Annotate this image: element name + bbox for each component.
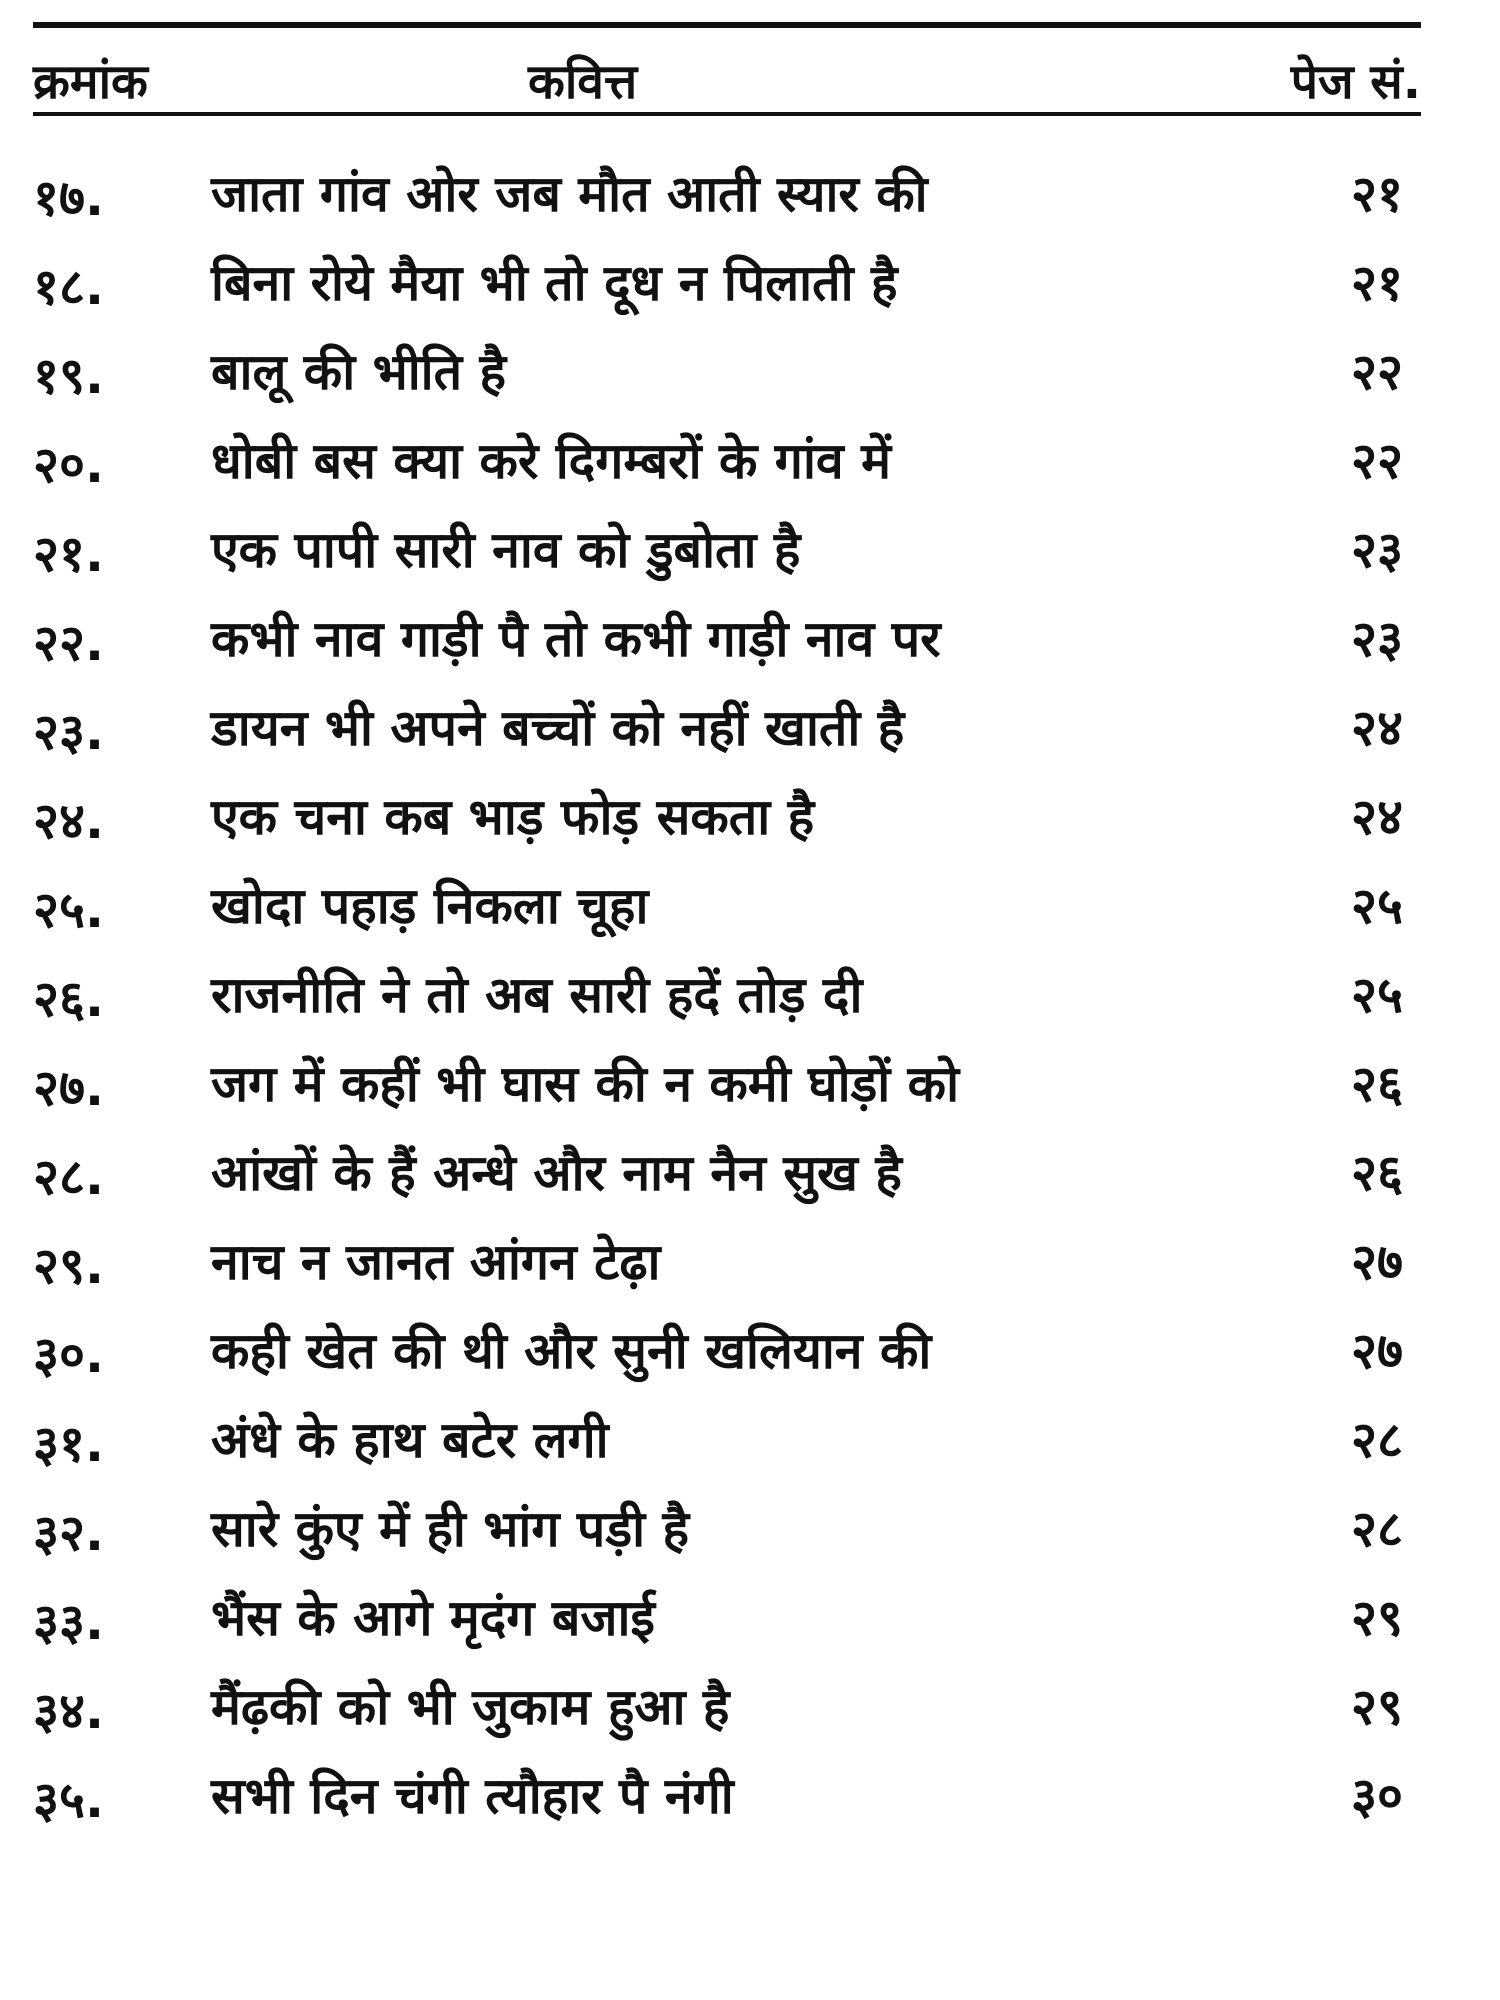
entry-page: २१ [1351, 165, 1403, 223]
entry-page: २६ [1351, 1144, 1403, 1202]
entry-page: २३ [1351, 610, 1403, 668]
entry-page: २४ [1351, 788, 1403, 846]
entry-number: २१. [33, 525, 104, 583]
toc-entry[interactable] [33, 150, 1421, 239]
entry-page: २९ [1351, 1678, 1403, 1736]
entry-page: २६ [1351, 1055, 1403, 1113]
entry-page: २३ [1351, 521, 1403, 579]
entry-number: २४. [33, 792, 104, 850]
toc-entry[interactable] [33, 1040, 1421, 1129]
toc-entry[interactable] [33, 506, 1421, 595]
entry-number: १९. [33, 347, 104, 405]
header-rule [33, 112, 1421, 116]
toc-entry[interactable] [33, 1396, 1421, 1485]
entry-title: बालू की भीति है [211, 343, 507, 401]
entry-number: १७. [33, 169, 104, 227]
entry-title: धोबी बस क्या करे दिगम्बरों के गांव में [211, 432, 892, 490]
entry-title: मैंढ़की को भी जुकाम हुआ है [211, 1678, 730, 1736]
toc-entry[interactable] [33, 328, 1421, 417]
entry-page: २४ [1351, 699, 1403, 757]
entry-title: सारे कुंए में ही भांग पड़ी है [211, 1500, 689, 1558]
entry-title: बिना रोये मैया भी तो दूध न पिलाती है [211, 254, 898, 312]
toc-entry[interactable] [33, 773, 1421, 862]
entry-number: २९. [33, 1237, 104, 1295]
entry-number: ३५. [33, 1771, 104, 1829]
entry-title: जग में कहीं भी घास की न कमी घोड़ों को [211, 1055, 960, 1113]
entry-number: २२. [33, 614, 104, 672]
entry-number: ३१. [33, 1415, 104, 1473]
entry-title: आंखों के हैं अन्धे और नाम नैन सुख है [211, 1144, 902, 1202]
entry-number: ३२. [33, 1504, 104, 1562]
top-rule [33, 22, 1421, 28]
entry-number: २८. [33, 1148, 104, 1206]
entry-number: २५. [33, 881, 104, 939]
entry-page: २९ [1351, 1589, 1403, 1647]
entry-title: जाता गांव ओर जब मौत आती स्यार की [211, 165, 928, 223]
toc-entry[interactable] [33, 1129, 1421, 1218]
entry-number: २०. [33, 436, 104, 494]
entry-page: २७ [1351, 1322, 1403, 1380]
entry-page: २५ [1351, 966, 1403, 1024]
entry-title: एक पापी सारी नाव को डुबोता है [211, 521, 801, 579]
entry-title: राजनीति ने तो अब सारी हदें तोड़ दी [211, 966, 863, 1024]
toc-entry[interactable] [33, 1752, 1421, 1841]
toc-entry[interactable] [33, 595, 1421, 684]
entry-number: १८. [33, 258, 104, 316]
entry-page: २२ [1351, 343, 1403, 401]
toc-entry[interactable] [33, 239, 1421, 328]
entry-page: २८ [1351, 1411, 1403, 1469]
header-title-label: कवित्त [528, 54, 638, 110]
entry-title: नाच न जानत आंगन टेढ़ा [211, 1233, 661, 1291]
header-number-label: क्रमांक [33, 54, 148, 110]
entry-number: २३. [33, 703, 104, 761]
entry-page: २८ [1351, 1500, 1403, 1558]
toc-entry[interactable] [33, 1574, 1421, 1663]
entry-page: २२ [1351, 432, 1403, 490]
entry-title: अंधे के हाथ बटेर लगी [211, 1411, 609, 1469]
entry-title: सभी दिन चंगी त्यौहार पै नंगी [211, 1767, 734, 1825]
entry-title: खोदा पहाड़ निकला चूहा [211, 877, 649, 935]
toc-entry[interactable] [33, 1663, 1421, 1752]
entry-number: २६. [33, 970, 104, 1028]
entry-page: २५ [1351, 877, 1403, 935]
toc-entry[interactable] [33, 951, 1421, 1040]
entry-page: ३० [1351, 1767, 1403, 1825]
entry-title: कही खेत की थी और सुनी खलियान की [211, 1322, 932, 1380]
entry-title: कभी नाव गाड़ी पै तो कभी गाड़ी नाव पर [211, 610, 941, 668]
header-page-label: पेज सं. [1290, 54, 1421, 110]
toc-entry[interactable] [33, 1218, 1421, 1307]
toc-entry[interactable] [33, 684, 1421, 773]
toc-entry[interactable] [33, 1485, 1421, 1574]
entry-number: ३०. [33, 1326, 104, 1384]
entry-title: भैंस के आगे मृदंग बजाई [211, 1589, 655, 1647]
toc-entry[interactable] [33, 417, 1421, 506]
entry-number: ३३. [33, 1593, 104, 1651]
toc-header [33, 48, 1421, 108]
entry-page: २७ [1351, 1233, 1403, 1291]
toc-entry[interactable] [33, 1307, 1421, 1396]
toc-list [33, 150, 1421, 1841]
entry-title: एक चना कब भाड़ फोड़ सकता है [211, 788, 815, 846]
entry-number: २७. [33, 1059, 104, 1117]
toc-entry[interactable] [33, 862, 1421, 951]
entry-title: डायन भी अपने बच्चों को नहीं खाती है [211, 699, 905, 757]
entry-number: ३४. [33, 1682, 104, 1740]
entry-page: २१ [1351, 254, 1403, 312]
